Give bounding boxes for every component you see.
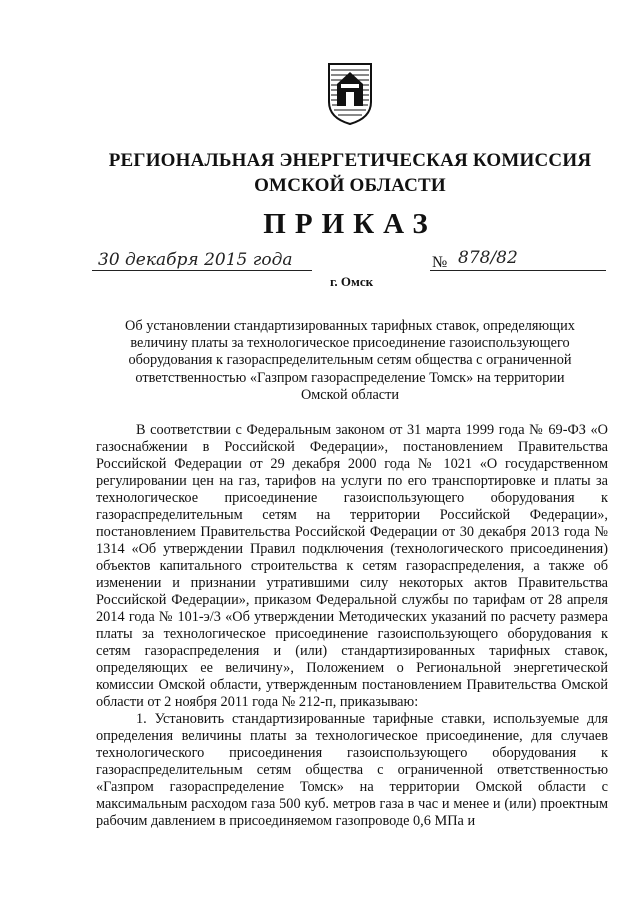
order-body [96,422,608,830]
handwritten-date: 30 декабря 2015 года [98,250,293,270]
omsk-coat-of-arms-icon [327,62,373,126]
order-subject: Об установлении стандартизированных тарифных ставок, определяющих величину платы за технологическое присоединение газоиспользующего оборудования к газораспределительным сетям общества с ограниченной ответственностью «Газпром газораспределение Томск» на территории Омской области [125,318,575,403]
document-type-title: ПРИКАЗ [263,208,437,240]
item-1-paragraph: 1. Установить стандартизированные тарифные ставки, используемые для определения величины платы за технологическое присоединение, для случаев технологического присоединения газоиспользующего оборудования к газораспределительным сетям общества с ограниченной ответственностью «Газпром газораспределение Томск» на территории Омской области с максимальным расходом газа 500 куб. метров газа в час и менее и (или) проектным рабочим давлением в присоединяемом газопроводе 0,6 МПа и [96,711,608,829]
preamble-paragraph: В соответствии с Федеральным законом от 31 марта 1999 года № 69-ФЗ «О газоснабжении в Российской Федерации», постановлением Правительства Российской Федерации от 29 декабря 2000 года № 1021 «О государственном регулировании цен на газ, тарифов на услуги по его транспортировке и платы за технологическое присоединение газоиспользующего оборудования к газораспределительным сетям на территории Российской Федерации», постановлением Правительства Российской Федерации от 30 декабря 2013 года № 1314 «Об утверждении Правил подключения (технологического присоединения) объектов капитального строительства к сетям газораспределения, а также об изменении и признании утратившими силу некоторых актов Правительства Российской Федерации», приказом Федеральной службы по тарифам от 28 апреля 2014 года № 101-э/3 «Об утверждении Методических указаний по расчету размера платы за технологическое присоединение газоиспользующего оборудования к сетям газораспределения и (или) стандартизированных тарифных ставок, определяющих ее величину», Положением о Региональной энергетической комиссии Омской области, утвержденным постановлением Правительства Омской области от 2 ноября 2011 года № 212-п, приказываю: [96,422,608,710]
number-label: № [432,254,448,271]
city-label: г. Омск [330,274,374,289]
organization-name-line2: ОМСКОЙ ОБЛАСТИ [254,175,446,196]
organization-name-line1: РЕГИОНАЛЬНАЯ ЭНЕРГЕТИЧЕСКАЯ КОМИССИЯ [108,150,592,171]
number-underline [430,270,606,271]
date-underline [92,270,312,271]
handwritten-order-number: 878/82 [458,248,518,268]
